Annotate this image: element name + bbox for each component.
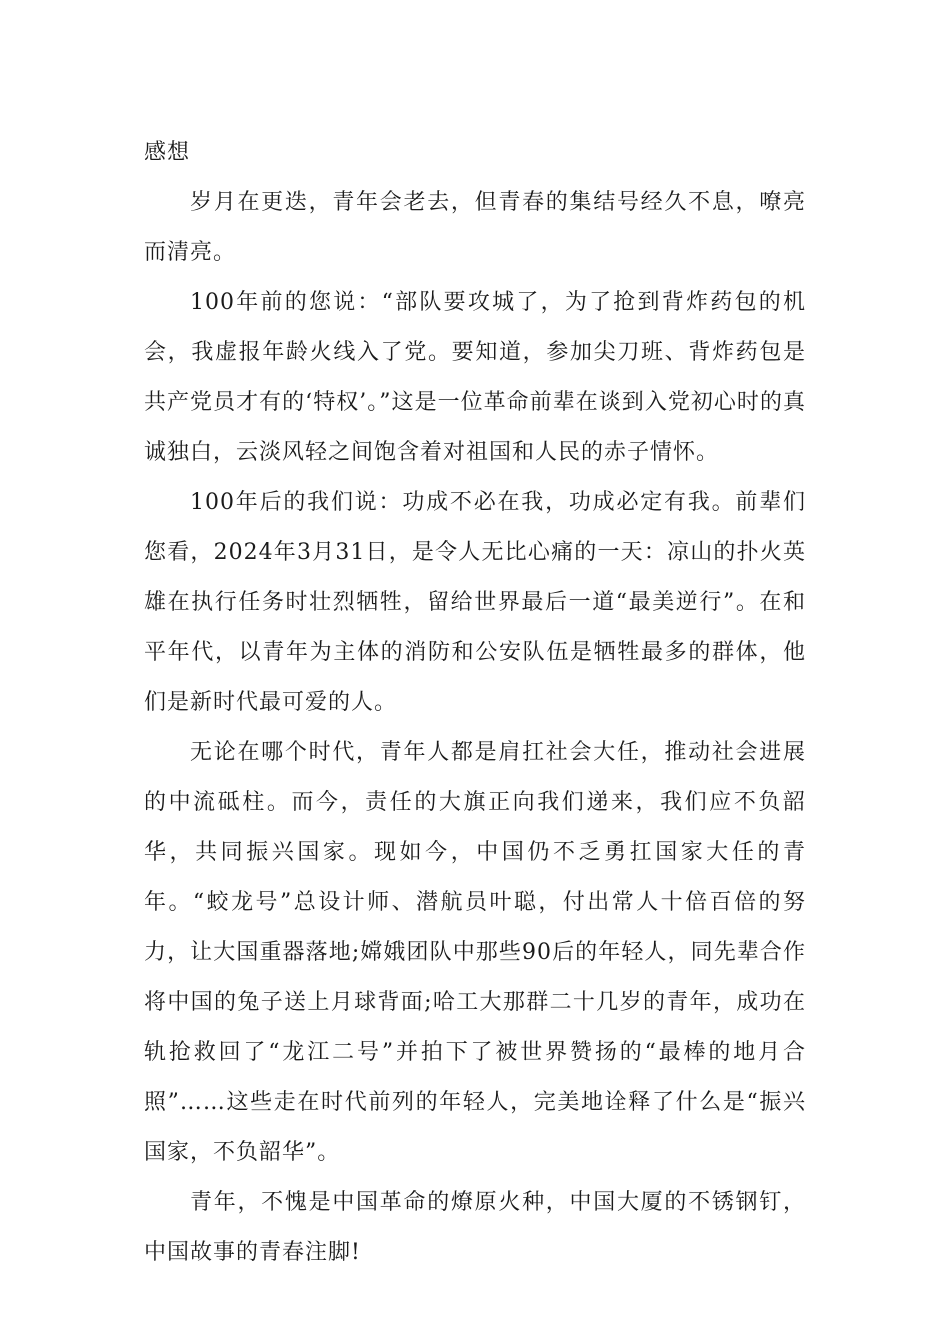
paragraph-2: 100年前的您说：“部队要攻城了，为了抢到背炸药包的机会，我虚报年龄火线入了党。要知道，参加尖刀班、背炸药包是共产党员才有的‘特权’。”这是一位革命前辈在谈到入党初心时的真诚独白，云淡风轻之间饱含着对祖国和人民的赤子情怀。 [144,290,806,465]
paragraph-3: 100年后的我们说：功成不必在我，功成必定有我。前辈们您看，2024年3月31日，是令人无比心痛的一天：凉山的扑火英雄在执行任务时壮烈牺牲，留给世界最后一道“最美逆行”。在和平年代，以青年为主体的消防和公安队伍是牺牲最多的群体，他们是新时代最可爱的人。 [144,490,806,715]
document-heading: 感想 [144,140,191,165]
paragraph-4: 无论在哪个时代，青年人都是肩扛社会大任，推动社会进展的中流砥柱。而今，责任的大旗正向我们递来，我们应不负韶华，共同振兴国家。现如今，中国仍不乏勇扛国家大任的青年。“蛟龙号”总设计师、潜航员叶聪，付出常人十倍百倍的努力，让大国重器落地;嫦娥团队中那些90后的年轻人，同先辈合作将中国的兔子送上月球背面;哈工大那群二十几岁的青年，成功在轨抢救回了“龙江二号”并拍下了被世界赞扬的“最棒的地月合照”……这些走在时代前列的年轻人，完美地诠释了什么是“振兴国家，不负韶华”。 [144,740,806,1165]
paragraph-1: 岁月在更迭，青年会老去，但青春的集结号经久不息，嘹亮而清亮。 [144,190,806,265]
paragraph-5: 青年，不愧是中国革命的燎原火种，中国大厦的不锈钢钉，中国故事的青春注脚! [144,1190,806,1265]
document-body [144,128,806,1278]
